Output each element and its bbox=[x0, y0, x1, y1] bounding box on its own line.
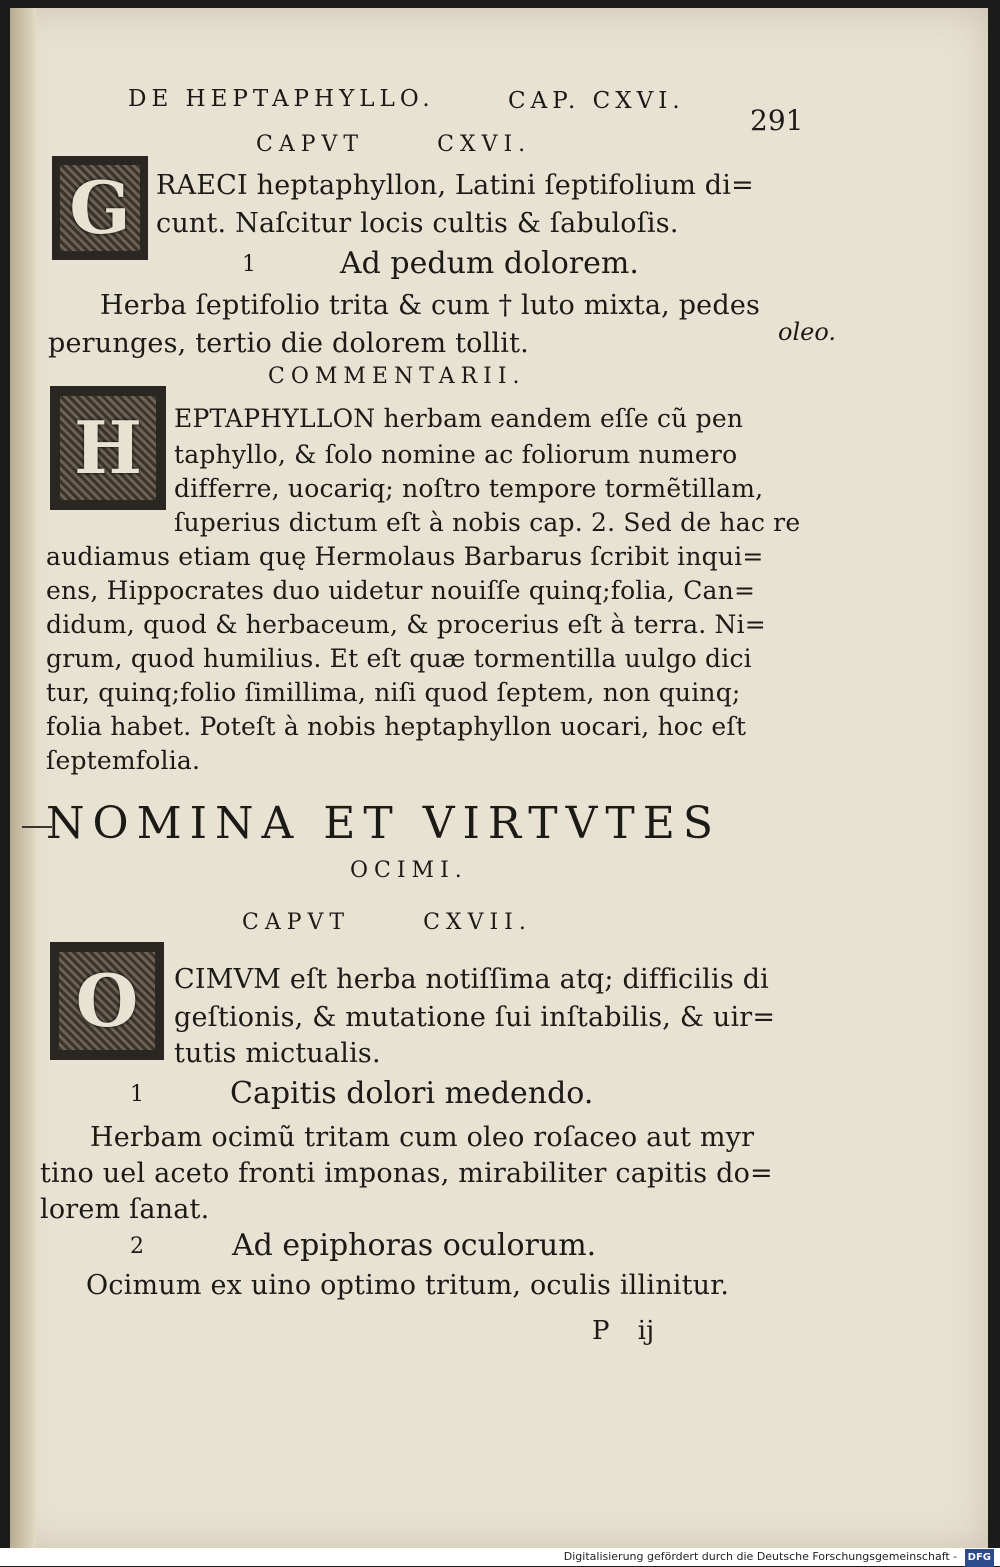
chapter-116-remedy-title: Ad pedum dolorem. bbox=[340, 246, 639, 281]
footer-text: Digitalisierung gefördert durch die Deutsche Forschungsgemeinschaft - bbox=[563, 1550, 958, 1563]
signature-mark: P ij bbox=[592, 1316, 655, 1346]
commentary-line-1: EPTAPHYLLON herbam eandem eſſe cũ pen bbox=[174, 404, 744, 433]
drop-cap-h bbox=[50, 386, 166, 510]
chapter-116-heading: CAPVT CXVI. bbox=[256, 132, 532, 157]
margin-note: oleo. bbox=[778, 318, 836, 346]
chapter-116-remedy-line-1: Herba ſeptifolio trita & cum † luto mixta, pedes bbox=[100, 290, 761, 321]
running-head-chapter: CAP. CXVI. bbox=[508, 88, 685, 114]
chapter-117-remedy-2-line-1: Ocimum ex uino optimo tritum, oculis illinitur. bbox=[86, 1270, 730, 1301]
drop-cap-o bbox=[50, 942, 164, 1060]
chapter-117-remedy-1-line-3: lorem ſanat. bbox=[40, 1194, 210, 1225]
chapter-117-title-line-1: NOMINA ET VIRTVTES bbox=[46, 798, 721, 849]
chapter-116-remedy-line-2: perunges, tertio die dolorem tollit. bbox=[48, 328, 529, 359]
chapter-116-intro-line-1: RAECI heptaphyllon, Latini ſeptifolium di= bbox=[156, 170, 754, 201]
chapter-117-intro-line-2: geſtionis, & mutatione ſui inſtabilis, & uir= bbox=[174, 1002, 776, 1033]
commentary-line-8: grum, quod humilius. Et eſt quæ tormentilla uulgo dici bbox=[46, 644, 752, 673]
drop-cap-g-letter: G bbox=[60, 165, 139, 251]
chapter-116-remedy-number: 1 bbox=[242, 252, 256, 277]
chapter-117-remedy-1-title: Capitis dolori medendo. bbox=[230, 1076, 594, 1111]
running-head-title: DE HEPTAPHYLLO. bbox=[128, 86, 435, 112]
commentary-line-7: didum, quod & herbaceum, & procerius eſt à terra. Ni= bbox=[46, 610, 766, 639]
commentary-heading: COMMENTARII. bbox=[268, 364, 526, 389]
chapter-117-title-line-2: OCIMI. bbox=[350, 858, 468, 883]
chapter-117-remedy-2-title: Ad epiphoras oculorum. bbox=[232, 1228, 597, 1263]
book-page bbox=[10, 8, 988, 1548]
commentary-line-10: folia habet. Poteſt à nobis heptaphyllon uocari, hoc eſt bbox=[46, 712, 747, 741]
chapter-117-remedy-2-number: 2 bbox=[130, 1234, 144, 1259]
commentary-line-9: tur, quinq;folio ſimillima, niſi quod ſeptem, non quinq; bbox=[46, 678, 741, 707]
chapter-117-heading: CAPVT CXVII. bbox=[242, 910, 532, 935]
commentary-line-11: ſeptemfolia. bbox=[46, 746, 201, 775]
drop-cap-g bbox=[52, 156, 148, 260]
page-gutter bbox=[10, 8, 36, 1548]
commentary-line-2: taphyllo, & ſolo nomine ac foliorum numero bbox=[174, 440, 738, 469]
dfg-logo: DFG bbox=[965, 1549, 994, 1567]
chapter-116-intro-line-2: cunt. Naſcitur locis cultis & ſabuloſis. bbox=[156, 208, 679, 239]
commentary-line-5: audiamus etiam quę Hermolaus Barbarus ſcribit inqui= bbox=[46, 542, 764, 571]
page-number: 291 bbox=[750, 104, 804, 137]
chapter-117-remedy-1-line-1: Herbam ocimũ tritam cum oleo roſaceo aut myr bbox=[90, 1122, 755, 1153]
commentary-line-4: ſuperius dictum eſt à nobis cap. 2. Sed de hac re bbox=[174, 508, 801, 537]
chapter-117-remedy-1-number: 1 bbox=[130, 1082, 144, 1107]
drop-cap-o-letter: O bbox=[59, 952, 154, 1051]
chapter-117-intro-line-3: tutis mictualis. bbox=[174, 1038, 381, 1069]
chapter-117-remedy-1-line-2: tino uel aceto fronti imponas, mirabiliter capitis do= bbox=[40, 1158, 773, 1189]
commentary-line-3: differre, uocariq; noſtro tempore tormẽtillam, bbox=[174, 474, 764, 503]
chapter-117-intro-line-1: CIMVM eſt herba notiſſima atq; difficilis di bbox=[174, 964, 770, 995]
commentary-line-6: ens, Hippocrates duo uidetur nouiſſe quinq;folia, Can= bbox=[46, 576, 756, 605]
digitization-footer bbox=[0, 1548, 1000, 1566]
drop-cap-h-letter: H bbox=[60, 396, 157, 500]
